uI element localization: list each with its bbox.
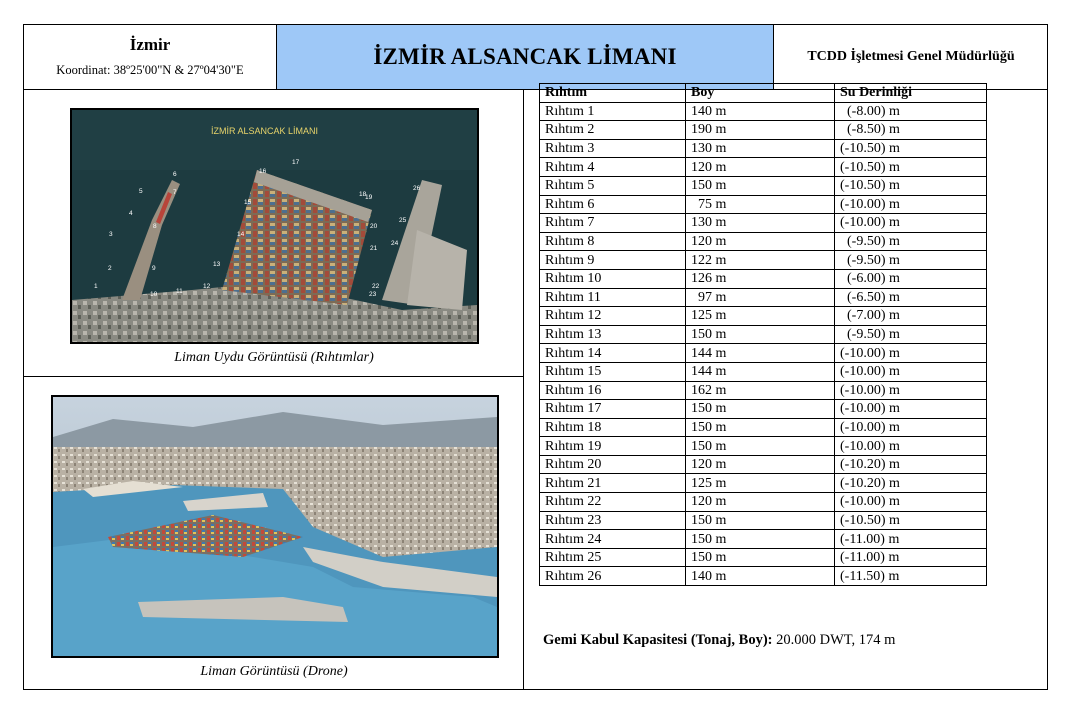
- table-row: [540, 325, 987, 344]
- table-row: [540, 139, 987, 158]
- quay-cell: Rıhtım 1: [540, 102, 686, 121]
- table-row: [540, 214, 987, 233]
- table-row: [540, 362, 987, 381]
- quay-cell: Rıhtım 4: [540, 158, 686, 177]
- quay-number-label: 18: [359, 191, 367, 198]
- length-cell: 150 m: [686, 548, 835, 567]
- table-row: [540, 344, 987, 363]
- length-cell: 97 m: [686, 288, 835, 307]
- depth-cell: (-6.00) m: [835, 269, 987, 288]
- quay-number-label: 21: [370, 245, 378, 252]
- depth-cell: (-9.50) m: [835, 232, 987, 251]
- drone-illustration: [53, 397, 497, 656]
- length-cell: 125 m: [686, 307, 835, 326]
- city-name: İzmir: [129, 35, 171, 54]
- column-divider: [523, 89, 524, 690]
- length-cell: 150 m: [686, 530, 835, 549]
- length-cell: 150 m: [686, 437, 835, 456]
- table-row: [540, 400, 987, 419]
- quay-number-label: 17: [292, 159, 300, 166]
- table-row: [540, 307, 987, 326]
- depth-cell: (-10.50) m: [835, 158, 987, 177]
- quay-number-label: 8: [153, 223, 157, 230]
- table-row: [540, 176, 987, 195]
- table-row: [540, 381, 987, 400]
- quay-number-label: 25: [399, 217, 407, 224]
- quay-number-label: 19: [365, 194, 373, 201]
- quay-cell: Rıhtım 12: [540, 307, 686, 326]
- column-header-quay: Rıhtım: [540, 84, 686, 103]
- length-cell: 140 m: [686, 567, 835, 586]
- depth-cell: (-6.50) m: [835, 288, 987, 307]
- quay-number-label: 10: [150, 291, 158, 298]
- quay-number-label: 6: [173, 171, 177, 178]
- table-row: [540, 102, 987, 121]
- organization-header: [774, 25, 1048, 89]
- quay-cell: Rıhtım 15: [540, 362, 686, 381]
- table-row: [540, 455, 987, 474]
- length-cell: 75 m: [686, 195, 835, 214]
- table-row: [540, 493, 987, 512]
- depth-cell: (-10.00) m: [835, 400, 987, 419]
- depth-cell: (-8.50) m: [835, 121, 987, 140]
- length-cell: 126 m: [686, 269, 835, 288]
- quay-cell: Rıhtım 21: [540, 474, 686, 493]
- depth-cell: (-10.00) m: [835, 214, 987, 233]
- page-title: İZMİR ALSANCAK LİMANI: [373, 44, 677, 69]
- length-cell: 120 m: [686, 232, 835, 251]
- length-cell: 120 m: [686, 493, 835, 512]
- column-header-depth: Su Derinliği: [835, 84, 987, 103]
- table-row: [540, 474, 987, 493]
- table-row: [540, 437, 987, 456]
- quay-number-label: 1: [94, 283, 98, 290]
- quay-table-body: [540, 102, 987, 585]
- length-cell: 144 m: [686, 362, 835, 381]
- quay-cell: Rıhtım 25: [540, 548, 686, 567]
- quay-cell: Rıhtım 23: [540, 511, 686, 530]
- depth-cell: (-10.20) m: [835, 474, 987, 493]
- depth-cell: (-10.00) m: [835, 493, 987, 512]
- length-cell: 130 m: [686, 139, 835, 158]
- quay-cell: Rıhtım 2: [540, 121, 686, 140]
- table-row: [540, 195, 987, 214]
- quay-number-label: 4: [129, 210, 133, 217]
- depth-cell: (-10.00) m: [835, 362, 987, 381]
- depth-cell: (-10.00) m: [835, 437, 987, 456]
- quay-number-label: 26: [413, 185, 421, 192]
- quay-cell: Rıhtım 19: [540, 437, 686, 456]
- table-row: [540, 121, 987, 140]
- coordinates: Koordinat: 38º25'00"N & 27º04'30"E: [56, 63, 244, 77]
- table-row: [540, 530, 987, 549]
- quay-cell: Rıhtım 20: [540, 455, 686, 474]
- satellite-image: [70, 108, 479, 344]
- depth-cell: (-9.50) m: [835, 251, 987, 270]
- quay-number-label: 7: [173, 189, 177, 196]
- organization-name: TCDD İşletmesi Genel Müdürlüğü: [807, 49, 1015, 64]
- column-header-length: Boy: [686, 84, 835, 103]
- drone-caption: Liman Görüntüsü (Drone): [200, 664, 348, 679]
- quay-cell: Rıhtım 14: [540, 344, 686, 363]
- quay-cell: Rıhtım 7: [540, 214, 686, 233]
- quay-number-label: 3: [109, 231, 113, 238]
- depth-cell: (-10.00) m: [835, 344, 987, 363]
- quay-cell: Rıhtım 22: [540, 493, 686, 512]
- depth-cell: (-10.00) m: [835, 418, 987, 437]
- length-cell: 125 m: [686, 474, 835, 493]
- table-row: [540, 232, 987, 251]
- length-cell: 150 m: [686, 325, 835, 344]
- table-header-row: [540, 84, 987, 103]
- drone-image: [51, 395, 499, 658]
- quay-number-label: 5: [139, 188, 143, 195]
- table-row: [540, 548, 987, 567]
- location-header: [24, 25, 277, 89]
- length-cell: 190 m: [686, 121, 835, 140]
- quay-number-label: 9: [152, 265, 156, 272]
- quay-number-label: 22: [372, 283, 380, 290]
- quay-cell: Rıhtım 18: [540, 418, 686, 437]
- depth-cell: (-8.00) m: [835, 102, 987, 121]
- quay-cell: Rıhtım 17: [540, 400, 686, 419]
- length-cell: 120 m: [686, 455, 835, 474]
- length-cell: 130 m: [686, 214, 835, 233]
- depth-cell: (-10.50) m: [835, 511, 987, 530]
- depth-cell: (-11.50) m: [835, 567, 987, 586]
- satellite-illustration: [72, 110, 477, 342]
- quay-number-label: 23: [369, 291, 377, 298]
- table-row: [540, 269, 987, 288]
- length-cell: 150 m: [686, 176, 835, 195]
- depth-cell: (-11.00) m: [835, 530, 987, 549]
- length-cell: 150 m: [686, 400, 835, 419]
- quay-cell: Rıhtım 3: [540, 139, 686, 158]
- length-cell: 150 m: [686, 418, 835, 437]
- depth-cell: (-10.50) m: [835, 139, 987, 158]
- quay-number-label: 15: [244, 199, 252, 206]
- capacity-value: 20.000 DWT, 174 m: [772, 632, 896, 648]
- length-cell: 144 m: [686, 344, 835, 363]
- quay-cell: Rıhtım 6: [540, 195, 686, 214]
- length-cell: 122 m: [686, 251, 835, 270]
- table-row: [540, 511, 987, 530]
- depth-cell: (-10.50) m: [835, 176, 987, 195]
- quay-cell: Rıhtım 9: [540, 251, 686, 270]
- quay-number-label: 16: [259, 168, 267, 175]
- quay-number-label: 14: [237, 231, 245, 238]
- length-cell: 120 m: [686, 158, 835, 177]
- quay-cell: Rıhtım 8: [540, 232, 686, 251]
- quay-number-label: 11: [176, 288, 183, 295]
- table-row: [540, 418, 987, 437]
- depth-cell: (-9.50) m: [835, 325, 987, 344]
- depth-cell: (-10.00) m: [835, 195, 987, 214]
- quay-number-label: 13: [213, 261, 221, 268]
- capacity-label: Gemi Kabul Kapasitesi (Tonaj, Boy):: [543, 632, 773, 648]
- quay-cell: Rıhtım 26: [540, 567, 686, 586]
- length-cell: 162 m: [686, 381, 835, 400]
- satellite-overlay-title: İZMİR ALSANCAK LİMANI: [211, 126, 319, 136]
- quay-cell: Rıhtım 16: [540, 381, 686, 400]
- satellite-caption: Liman Uydu Görüntüsü (Rıhtımlar): [174, 350, 374, 365]
- quay-cell: Rıhtım 13: [540, 325, 686, 344]
- length-cell: 140 m: [686, 102, 835, 121]
- table-row: [540, 158, 987, 177]
- quay-number-label: 12: [203, 283, 211, 290]
- quay-number-label: 24: [391, 240, 399, 247]
- table-row: [540, 567, 987, 586]
- title-banner: [277, 25, 774, 89]
- table-row: [540, 288, 987, 307]
- quay-cell: Rıhtım 10: [540, 269, 686, 288]
- depth-cell: (-7.00) m: [835, 307, 987, 326]
- depth-cell: (-11.00) m: [835, 548, 987, 567]
- quay-number-label: 2: [108, 265, 112, 272]
- quay-cell: Rıhtım 5: [540, 176, 686, 195]
- quay-table: [539, 83, 987, 586]
- image-divider: [24, 376, 523, 377]
- quay-cell: Rıhtım 11: [540, 288, 686, 307]
- length-cell: 150 m: [686, 511, 835, 530]
- depth-cell: (-10.00) m: [835, 381, 987, 400]
- depth-cell: (-10.20) m: [835, 455, 987, 474]
- table-row: [540, 251, 987, 270]
- quay-cell: Rıhtım 24: [540, 530, 686, 549]
- capacity-info: [543, 632, 895, 649]
- quay-number-label: 20: [370, 223, 378, 230]
